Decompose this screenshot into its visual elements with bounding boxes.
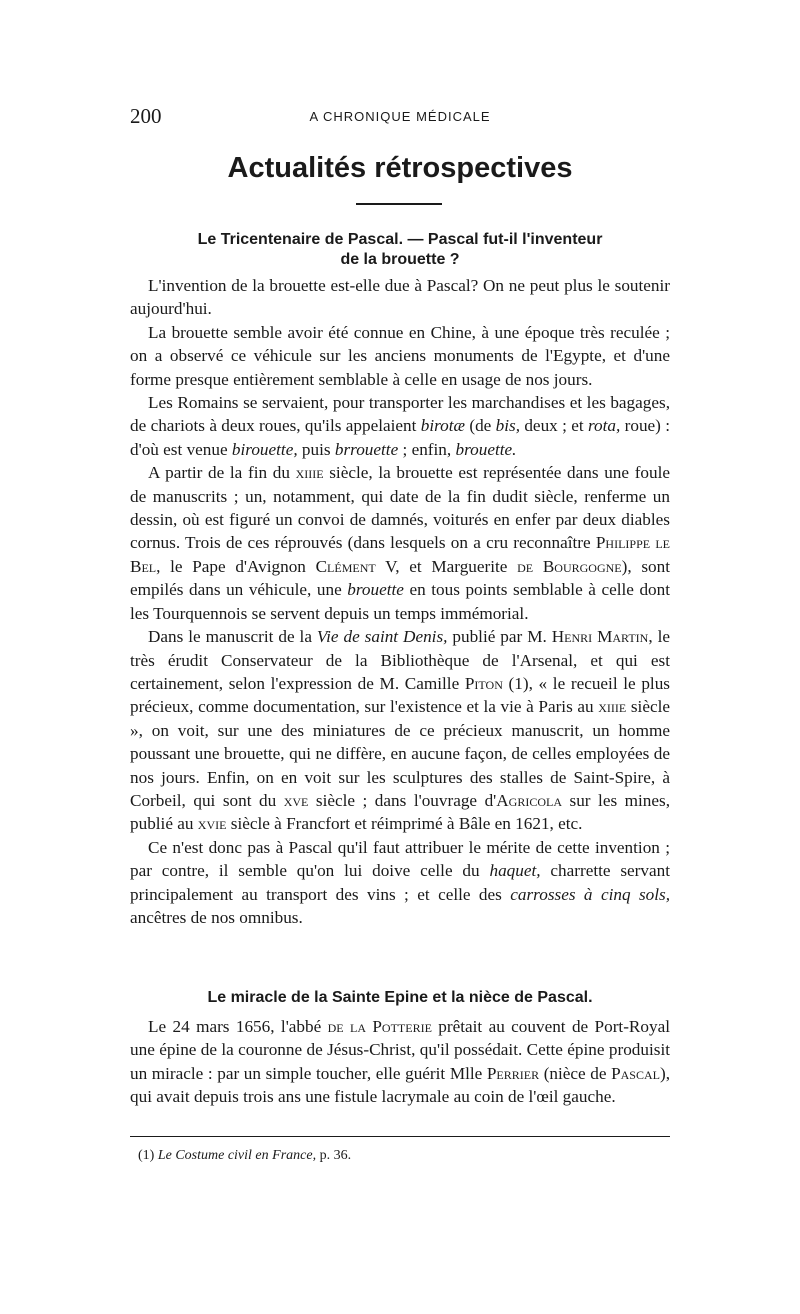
paragraph: La brouette semble avoir été connue en Chine, à une époque très reculée ; on a observé ce véhicule sur les anciens monuments de l'Egypte, et d'une forme presque entièrement semblable à celle en usage de nos jours.: [130, 322, 670, 389]
paragraph: [130, 625, 670, 836]
text-run: Ce n'est donc pas à Pascal qu'il faut attribuer le mérite de cette invention ; par contre, il semble qu'on lui doive celle du: [130, 837, 670, 881]
footnote-page: p. 36.: [319, 1148, 352, 1163]
section-heading-line: de la brouette ?: [340, 251, 460, 268]
text-run: V, et Marguerite: [375, 556, 518, 576]
title-rule: [356, 203, 442, 205]
person-name: de Bourgogne: [517, 556, 622, 576]
text-run: , le très érudit Conservateur de la Bibliothèque de l'Arsenal, et qui est certainement, selon l'expression de M. Camille: [130, 627, 670, 693]
footnote-rule: [130, 1136, 670, 1137]
person-name: Pascal: [611, 1063, 660, 1083]
text-run: sur les mines, publié au: [130, 790, 671, 834]
text-run: Dans le manuscrit de la: [148, 627, 317, 647]
page-title: Actualités rétrospectives: [227, 152, 573, 184]
italic-term: birotæ: [420, 416, 465, 436]
text-run: siècle à Francfort et réimprimé à Bâle en 1621, etc.: [226, 814, 583, 834]
section-heading-pascal-brouette: [130, 230, 670, 270]
footnote: [138, 1148, 668, 1164]
italic-term: carrosses à cinq sols,: [510, 884, 670, 904]
person-name: Perrier: [486, 1063, 540, 1083]
italic-term: brouette: [347, 580, 404, 600]
century-numeral: xve: [283, 790, 309, 810]
paragraph: [130, 461, 670, 625]
text-run: en tous points semblable à celle dont les Tourquennois se servent depuis un temps immémorial.: [130, 580, 670, 623]
italic-term: birouette,: [231, 439, 298, 459]
italic-term: haquet,: [489, 861, 541, 881]
text-run: siècle », on voit, sur une des miniatures de ce précieux manuscrit, un homme poussant une brouette, qui ne diffère, en aucune façon, de celles employées de nos jours. Enfin, on en voit sur les sculptures des stalles de Saint-Spire, à Corbeil, qui sont du: [130, 697, 670, 810]
text-run: publié par M.: [447, 627, 552, 647]
text-run: (de: [465, 416, 496, 436]
section-body-sainte-epine: [130, 1015, 670, 1109]
text-run: roue) : d'où est venue: [130, 416, 671, 459]
italic-term: Vie de saint Denis,: [316, 627, 448, 647]
italic-term: bis,: [495, 416, 520, 436]
text-run: A partir de la fin du: [148, 463, 296, 483]
section-heading-line: Le Tricentenaire de Pascal. — Pascal fut-il l'inventeur: [197, 231, 603, 248]
text-run: siècle ; dans l'ouvrage d': [308, 790, 497, 810]
century-numeral: xvie: [197, 814, 227, 834]
century-numeral: xiiie: [598, 697, 627, 717]
text-run: (nièce de: [539, 1063, 612, 1083]
text-run: prêtait au couvent de Port-Royal une épine de la couronne de Jésus-Christ, qu'il possédait. Cette épine produisit un miracle : par un simple toucher, elle guérit: [130, 1017, 670, 1083]
text-run: deux ; et: [520, 416, 588, 436]
text-run: puis: [297, 439, 335, 459]
paragraph: L'invention de la brouette est-elle due à Pascal? On ne peut plus le soutenir aujourd'hui.: [130, 276, 670, 319]
text-run: ), sont empilés dans un véhicule, une: [130, 556, 671, 600]
text-run: charrette servant principalement au transport des vins ; et celle des: [130, 861, 670, 904]
text-run: siècle, la brouette est représentée dans une foule de manuscrits ; un, notamment, qui date de la fin dudit siècle, renferme un dessin, où est figuré un convoi de damnés, voiturés en enfer par deux diables cornus. Trois de ces réprouvés (dans lesquels on a cru reconnaître: [130, 463, 671, 553]
italic-term: brrouette: [334, 439, 399, 459]
text-run: , le Pape d'Avignon: [156, 556, 316, 576]
section-heading-sainte-epine: Le miracle de la Sainte Epine et la nièce de Pascal.: [207, 989, 593, 1006]
paragraph: [130, 391, 670, 461]
running-head: [130, 104, 670, 134]
person-name: Piton: [464, 673, 503, 693]
footnote-marker: (1): [138, 1148, 155, 1163]
title-abbreviation: Mlle: [449, 1063, 483, 1083]
italic-term: rota,: [587, 416, 621, 436]
page-number: 200: [130, 104, 162, 128]
footnote-title: Le Costume civil en France,: [157, 1148, 317, 1163]
paragraph: [130, 836, 670, 930]
century-numeral: xiiie: [295, 463, 324, 483]
person-name: Henri Martin: [551, 627, 649, 647]
person-name: Philippe le Bel: [130, 533, 670, 576]
text-run: ; enfin,: [398, 439, 456, 459]
text-run: ), qui avait depuis trois ans une fistule lacrymale au coin de l'œil gauche.: [130, 1063, 671, 1107]
text-run: (1), « le recueil le plus précieux, comme documentation, sur l'existence et la vie à Paris au: [130, 673, 670, 717]
paragraph: [130, 1015, 670, 1109]
person-name: Agricola: [496, 790, 563, 810]
running-title: A CHRONIQUE MÉDICALE: [309, 109, 491, 124]
person-name: de la Potterie: [327, 1017, 432, 1036]
person-name: Clément: [315, 556, 376, 576]
section-body-pascal-brouette: [130, 274, 670, 929]
text-run: Les Romains se servaient, pour transporter les marchandises et les bagages, de chariots à deux roues, qu'ils appelaient: [130, 393, 670, 436]
text-run: Le 24 mars 1656, l'abbé: [148, 1017, 328, 1036]
italic-term: brouette.: [455, 439, 517, 459]
text-run: ancêtres de nos omnibus.: [130, 907, 303, 927]
